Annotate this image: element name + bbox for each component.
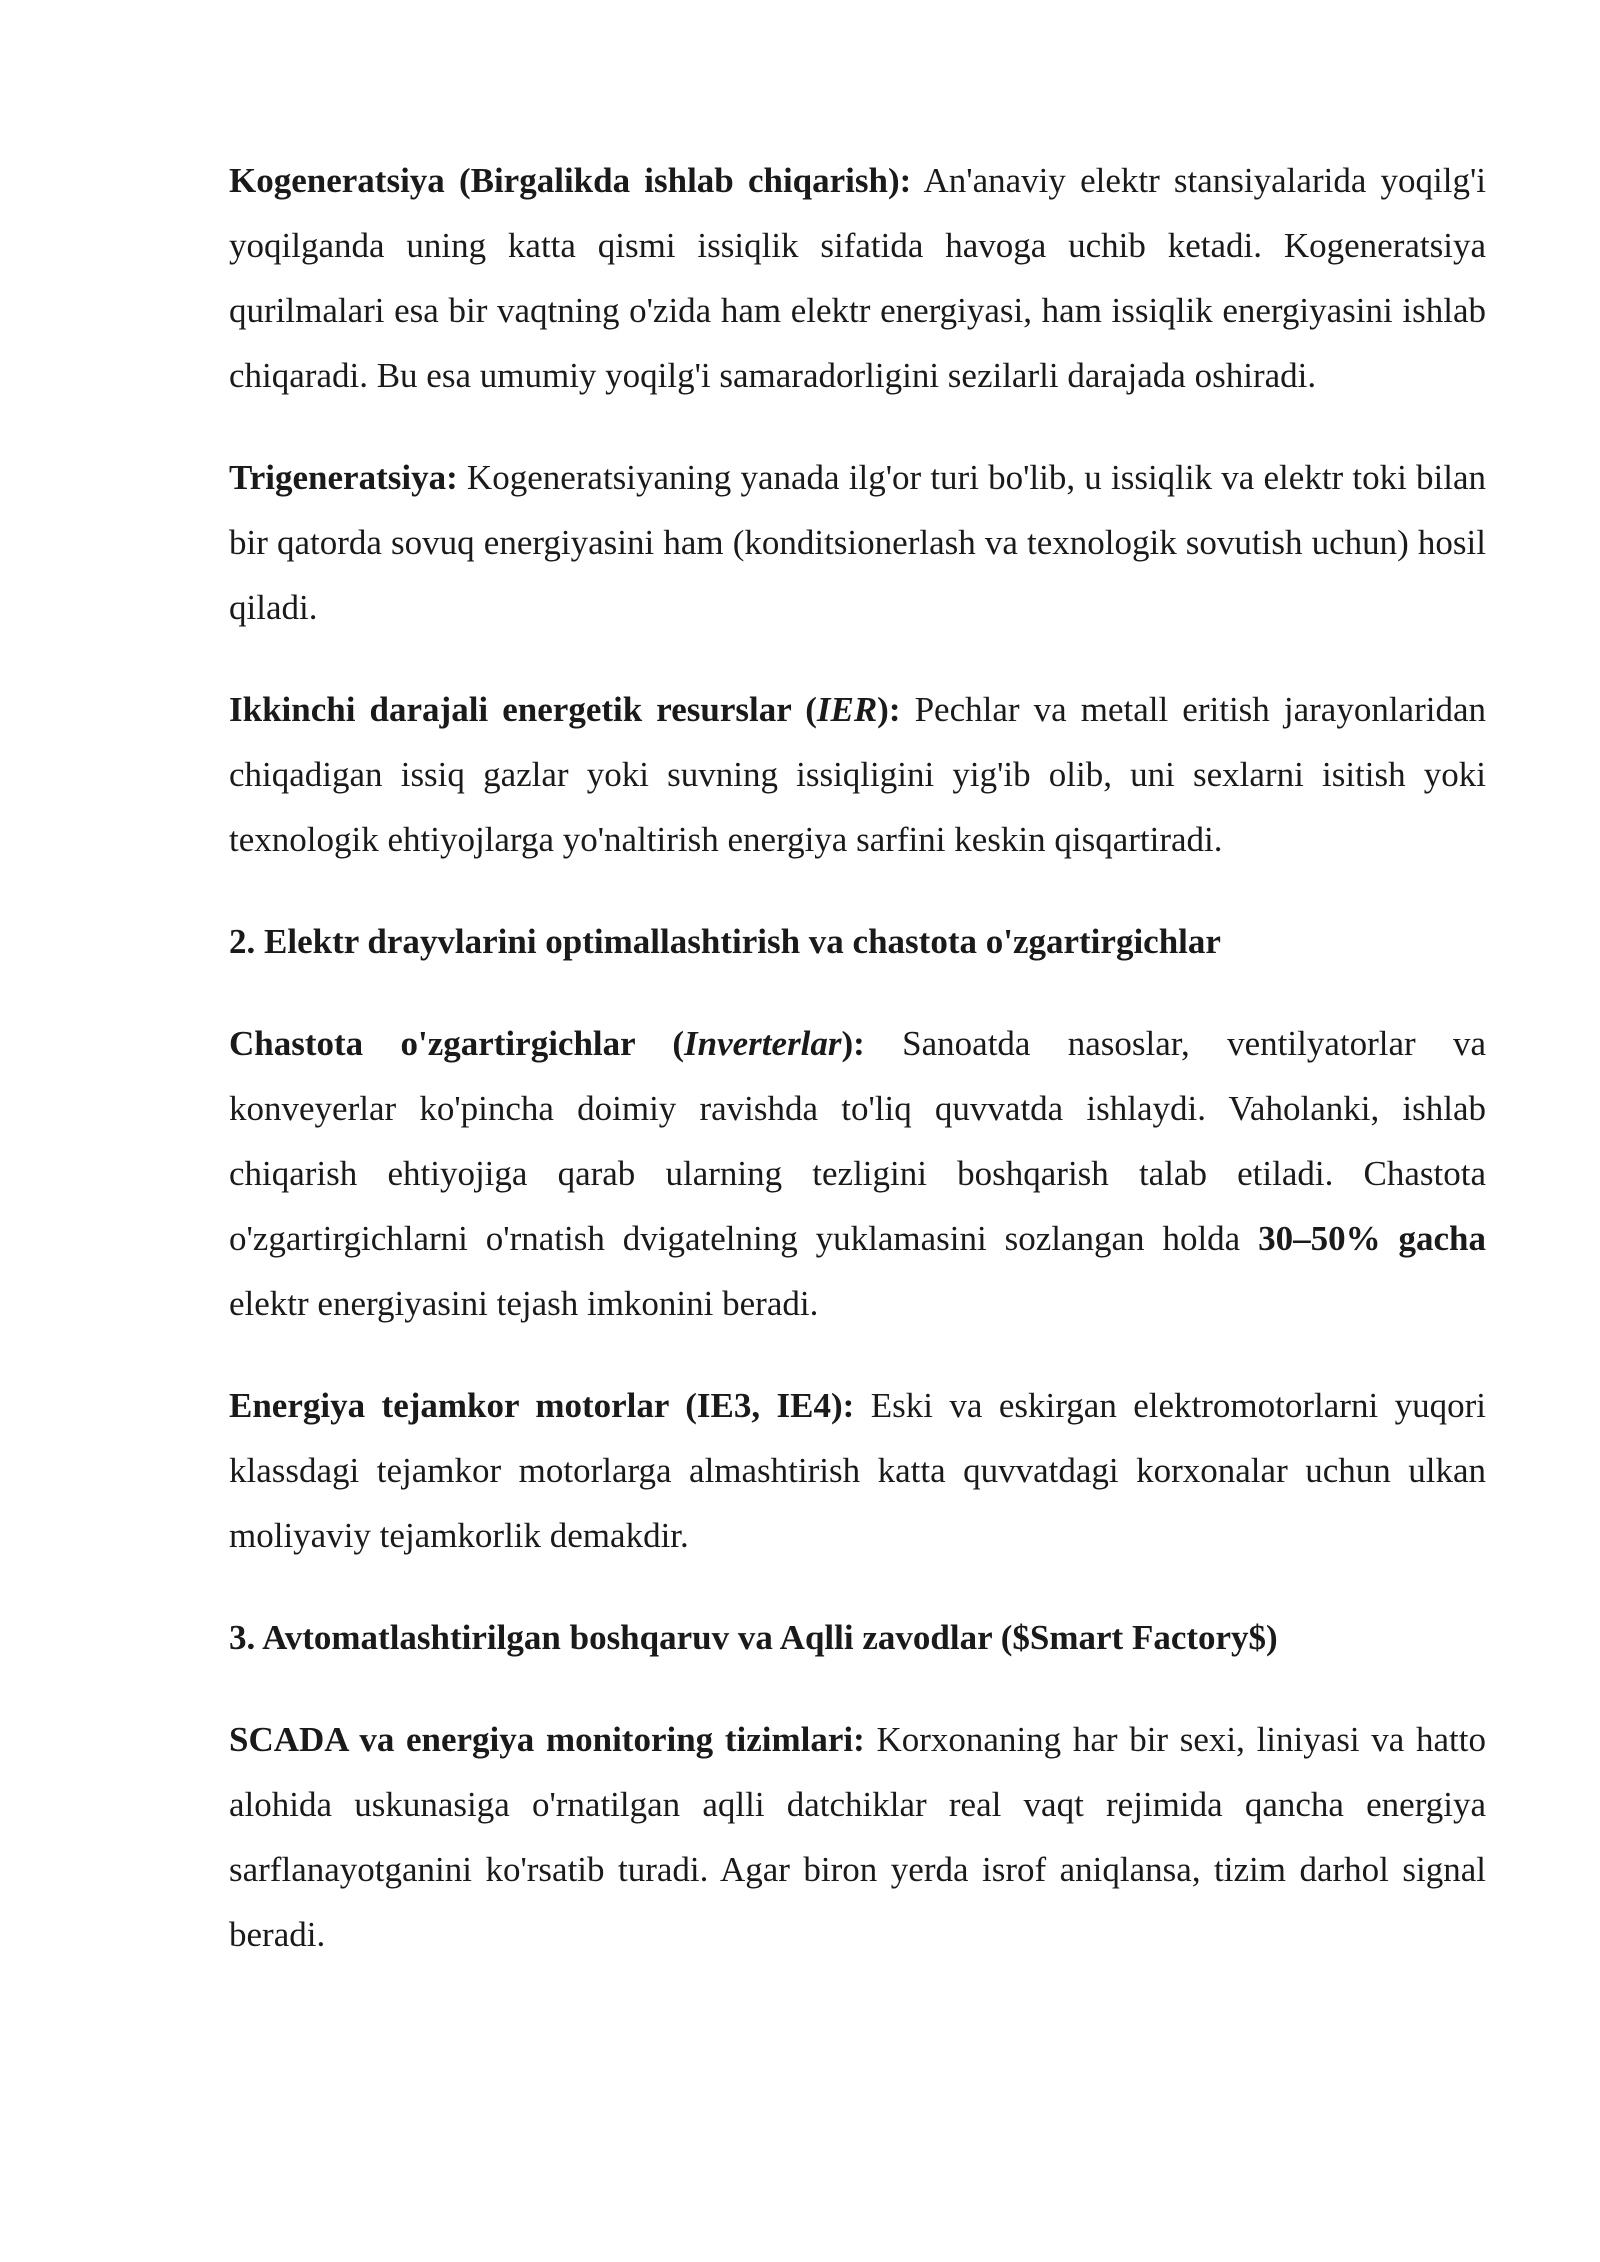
section-heading-3: 3. Avtomatlashtirilgan boshqaruv va Aqlli zavodlar ($Smart Factory$) (229, 1618, 1278, 1657)
text-chastota: Sanoatda nasoslar, ventilyatorlar va konveyerlar ko'pincha doimiy ravishda to'liq quvvatda ishlaydi. Vaholanki, ishlab chiqarish ehtiyojiga qarab ularning tezligini boshqarish talab etiladi. Chastota o'zgartirgichlarni o'rnatish dvigatelning yuklamasini sozlangan holda (229, 1024, 1487, 1258)
term-ier (229, 690, 900, 729)
bold-savings-value: 30–50% gacha (1258, 1219, 1487, 1258)
text-motors: Eski va eskirgan elektromotorlarni yuqori klassdagi tejamkor motorlarga almashtirish katta quvvatdagi korxonalar uchun ulkan moliyaviy tejamkorlik demakdir. (229, 1386, 1486, 1555)
section-heading-2: 2. Elektr drayvlarini optimallashtirish va chastota o'zgartirgichlar (229, 922, 1221, 961)
paragraph-scada (229, 1707, 1486, 1967)
paragraph-kogeneratsiya (229, 148, 1486, 408)
paragraph-trigeneratsiya (229, 445, 1486, 640)
term-motors: Energiya tejamkor motorlar (IE3, IE4): (229, 1386, 855, 1425)
term-ier-abbr: IER (816, 690, 878, 729)
text-kogeneratsiya: An'anaviy elektr stansiyalarida yoqilg'i yoqilganda uning katta qismi issiqlik sifatida havoga uchib ketadi. Kogeneratsiya qurilmalari esa bir vaqtning o'zida ham elektr energiyasi, ham issiqlik energiyasini ishlab chiqaradi. Bu esa umumiy yoqilg'i samaradorligini sezilarli darajada oshiradi. (229, 161, 1487, 395)
text-trigeneratsiya: Kogeneratsiyaning yanada ilg'or turi bo'lib, u issiqlik va elektr toki bilan bir qatorda sovuq energiyasini ham (konditsionerlash va texnologik sovutish uchun) hosil qiladi. (229, 458, 1486, 627)
term-ier-post: ): (877, 690, 901, 729)
paragraph-ier (229, 677, 1486, 872)
paragraph-chastota (229, 1011, 1486, 1336)
document-page (229, 148, 1486, 2004)
paragraph-motors (229, 1373, 1486, 1568)
text-scada: Korxonaning har bir sexi, liniyasi va hatto alohida uskunasiga o'rnatilgan aqlli datchiklar real vaqt rejimida qancha energiya sarflanayotganini ko'rsatib turadi. Agar biron yerda isrof aniqlansa, tizim darhol signal beradi. (229, 1720, 1486, 1954)
term-chastota (229, 1024, 865, 1063)
term-chastota-post: ): (841, 1024, 865, 1063)
term-ier-pre: Ikkinchi darajali energetik resurslar ( (229, 690, 817, 729)
term-kogeneratsiya: Kogeneratsiya (Birgalikda ishlab chiqarish): (229, 161, 912, 200)
text-ier: Pechlar va metall eritish jarayonlaridan chiqadigan issiq gazlar yoki suvning issiqligini yig'ib olib, uni sexlarni isitish yoki texnologik ehtiyojlarga yo'naltirish energiya sarfini keskin qisqartiradi. (229, 690, 1486, 859)
term-chastota-italic: Inverterlar (684, 1024, 842, 1063)
term-trigeneratsiya: Trigeneratsiya: (229, 458, 458, 497)
text-chastota-end: elektr energiyasini tejash imkonini beradi. (229, 1284, 819, 1323)
term-scada: SCADA va energiya monitoring tizimlari: (229, 1720, 865, 1759)
term-chastota-pre: Chastota o'zgartirgichlar ( (229, 1024, 685, 1063)
